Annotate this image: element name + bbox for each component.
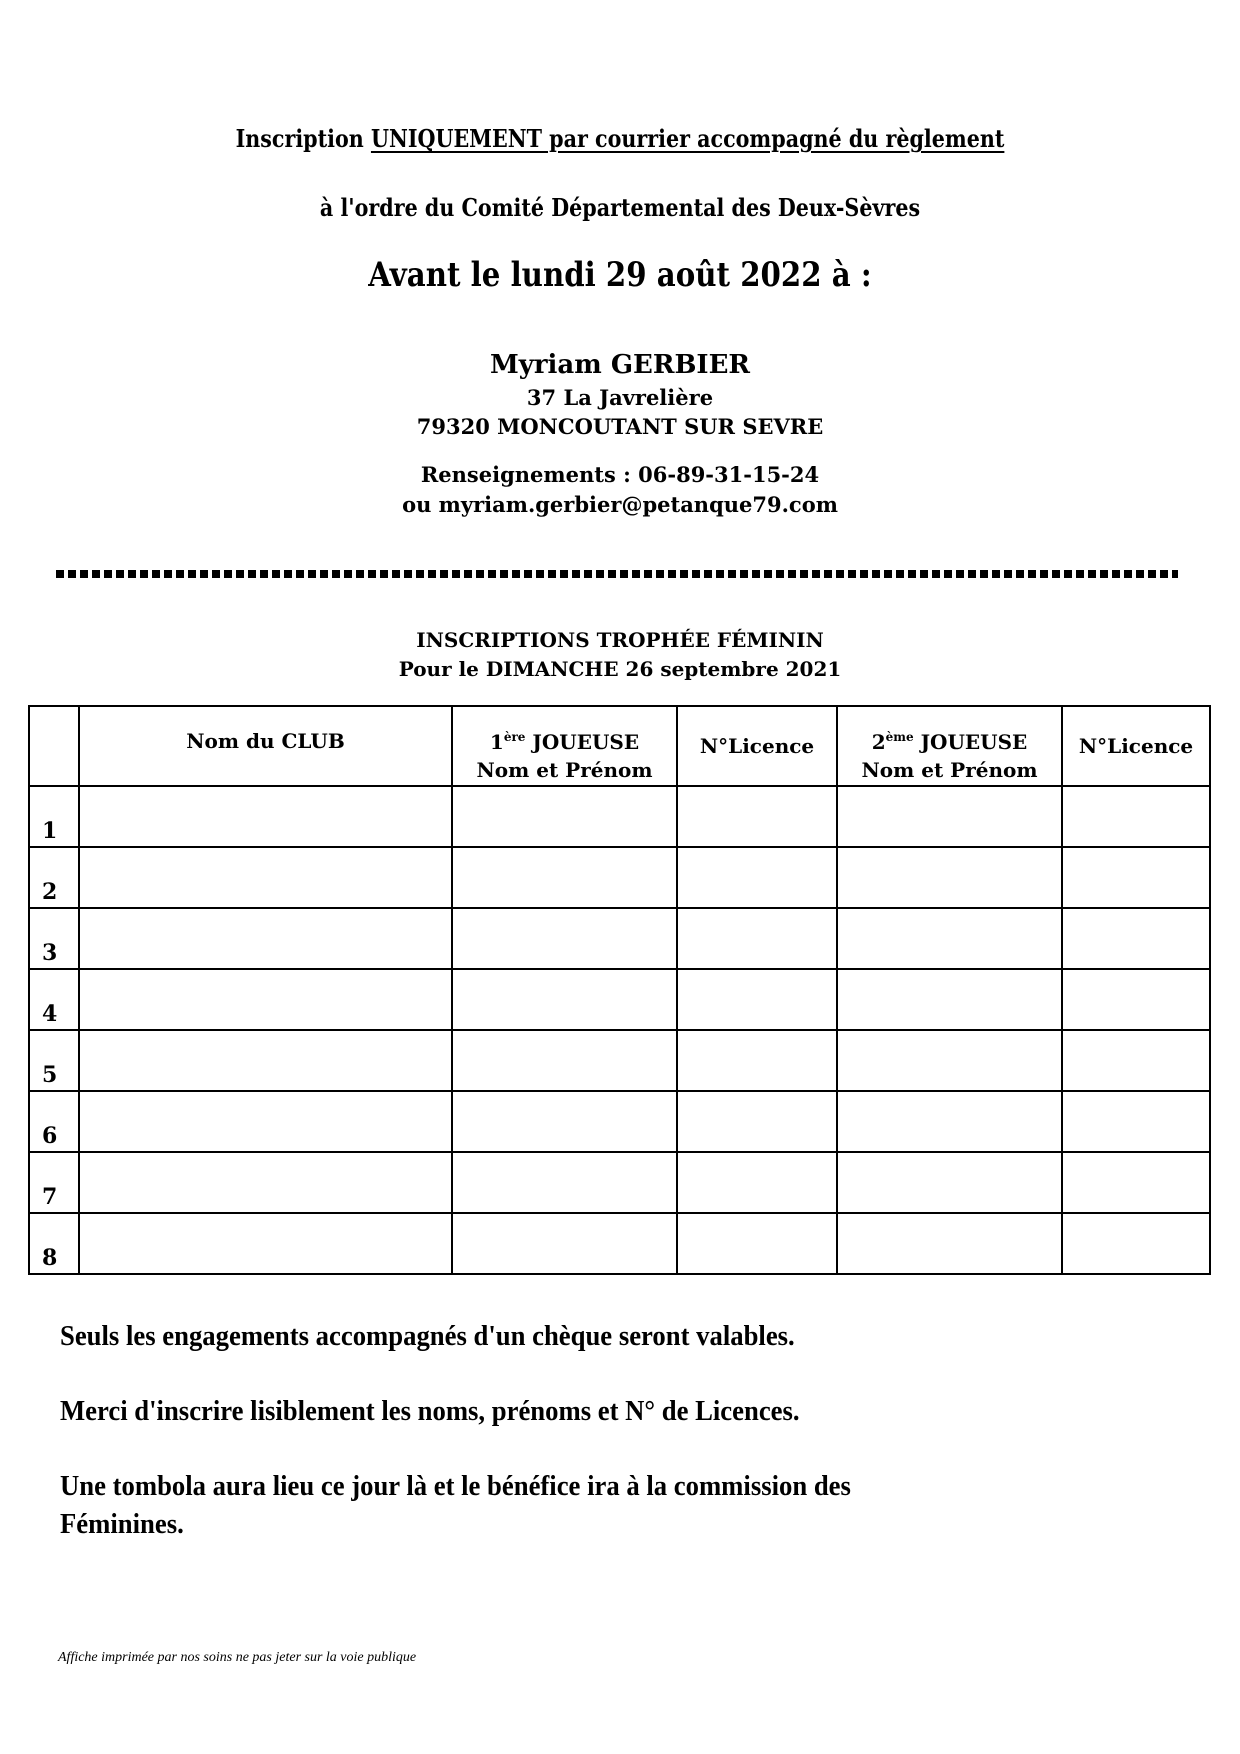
- table-row: [29, 969, 1210, 1030]
- player1-cell[interactable]: [452, 847, 677, 908]
- club-cell[interactable]: [79, 847, 452, 908]
- header-instruction-underlined: UNIQUEMENT par courrier accompagné du règlement: [370, 124, 1005, 153]
- section-subtitle: Pour le DIMANCHE 26 septembre 2021: [398, 657, 842, 681]
- player1-cell[interactable]: [452, 786, 677, 847]
- table-row: [29, 1152, 1210, 1213]
- licence1-cell[interactable]: [677, 1030, 837, 1091]
- club-cell[interactable]: [79, 1091, 452, 1152]
- player1-cell[interactable]: [452, 908, 677, 969]
- player2-cell[interactable]: [837, 908, 1062, 969]
- player2-cell[interactable]: [837, 1091, 1062, 1152]
- note-cheque-required: Seuls les engagements accompagnés d'un chèque seront valables.: [60, 1320, 795, 1352]
- licence2-cell[interactable]: [1062, 1091, 1210, 1152]
- table-row: [29, 1213, 1210, 1274]
- info-email: ou myriam.gerbier@petanque79.com: [402, 492, 838, 517]
- footer-disclaimer: Affiche imprimée par nos soins ne pas jeter sur la voie publique: [58, 1650, 417, 1665]
- header-licence1: N°Licence: [677, 706, 837, 786]
- header-player1: 1ère JOUEUSE Nom et Prénom: [452, 706, 677, 786]
- row-number: 3: [29, 908, 79, 969]
- note-tombola: Une tombola aura lieu ce jour là et le bénéfice ira à la commission des: [60, 1470, 851, 1502]
- club-cell[interactable]: [79, 1030, 452, 1091]
- address-name: Myriam GERBIER: [489, 350, 751, 380]
- header-club: Nom du CLUB: [79, 706, 452, 786]
- licence1-cell[interactable]: [677, 847, 837, 908]
- row-number: 4: [29, 969, 79, 1030]
- licence2-cell[interactable]: [1062, 847, 1210, 908]
- player1-cell[interactable]: [452, 1030, 677, 1091]
- header-instruction-prefix: Inscription: [235, 124, 371, 153]
- licence2-cell[interactable]: [1062, 908, 1210, 969]
- player2-cell[interactable]: [837, 969, 1062, 1030]
- player1-cell[interactable]: [452, 1091, 677, 1152]
- player2-cell[interactable]: [837, 847, 1062, 908]
- table-header-row: [29, 706, 1210, 786]
- player1-cell[interactable]: [452, 1152, 677, 1213]
- header-player2: 2ème JOUEUSE Nom et Prénom: [837, 706, 1062, 786]
- player1-cell[interactable]: [452, 1213, 677, 1274]
- address-city: 79320 MONCOUTANT SUR SEVRE: [416, 414, 824, 439]
- table-row: [29, 786, 1210, 847]
- registration-table: [28, 705, 1211, 1275]
- player2-cell[interactable]: [837, 1213, 1062, 1274]
- section-title: INSCRIPTIONS TROPHÉE FÉMININ: [416, 628, 824, 652]
- licence1-cell[interactable]: [677, 908, 837, 969]
- header-licence2: N°Licence: [1062, 706, 1210, 786]
- row-number: 1: [29, 786, 79, 847]
- licence2-cell[interactable]: [1062, 1030, 1210, 1091]
- licence1-cell[interactable]: [677, 969, 837, 1030]
- header-row-number: [29, 706, 79, 786]
- cut-line-divider: [56, 570, 1178, 578]
- row-number: 5: [29, 1030, 79, 1091]
- licence1-cell[interactable]: [677, 786, 837, 847]
- table-row: [29, 908, 1210, 969]
- note-write-legibly: Merci d'inscrire lisiblement les noms, prénoms et N° de Licences.: [60, 1395, 800, 1427]
- header-deadline: Avant le lundi 29 août 2022 à :: [368, 255, 872, 295]
- licence1-cell[interactable]: [677, 1213, 837, 1274]
- info-phone: Renseignements : 06-89-31-15-24: [420, 462, 820, 487]
- licence1-cell[interactable]: [677, 1091, 837, 1152]
- table-row: [29, 847, 1210, 908]
- licence2-cell[interactable]: [1062, 1152, 1210, 1213]
- player2-cell[interactable]: [837, 786, 1062, 847]
- row-number: 7: [29, 1152, 79, 1213]
- player1-cell[interactable]: [452, 969, 677, 1030]
- licence2-cell[interactable]: [1062, 1213, 1210, 1274]
- club-cell[interactable]: [79, 1152, 452, 1213]
- licence2-cell[interactable]: [1062, 969, 1210, 1030]
- licence1-cell[interactable]: [677, 1152, 837, 1213]
- club-cell[interactable]: [79, 786, 452, 847]
- table-row: [29, 1030, 1210, 1091]
- licence2-cell[interactable]: [1062, 786, 1210, 847]
- header-instruction: [87, 124, 1153, 153]
- player2-cell[interactable]: [837, 1030, 1062, 1091]
- header-payee: à l'ordre du Comité Départemental des Deux-Sèvres: [319, 193, 921, 222]
- row-number: 8: [29, 1213, 79, 1274]
- row-number: 6: [29, 1091, 79, 1152]
- club-cell[interactable]: [79, 969, 452, 1030]
- club-cell[interactable]: [79, 1213, 452, 1274]
- player2-cell[interactable]: [837, 1152, 1062, 1213]
- note-tombola-continued: Féminines.: [60, 1508, 184, 1540]
- club-cell[interactable]: [79, 908, 452, 969]
- row-number: 2: [29, 847, 79, 908]
- table-row: [29, 1091, 1210, 1152]
- address-street: 37 La Javrelière: [526, 385, 714, 410]
